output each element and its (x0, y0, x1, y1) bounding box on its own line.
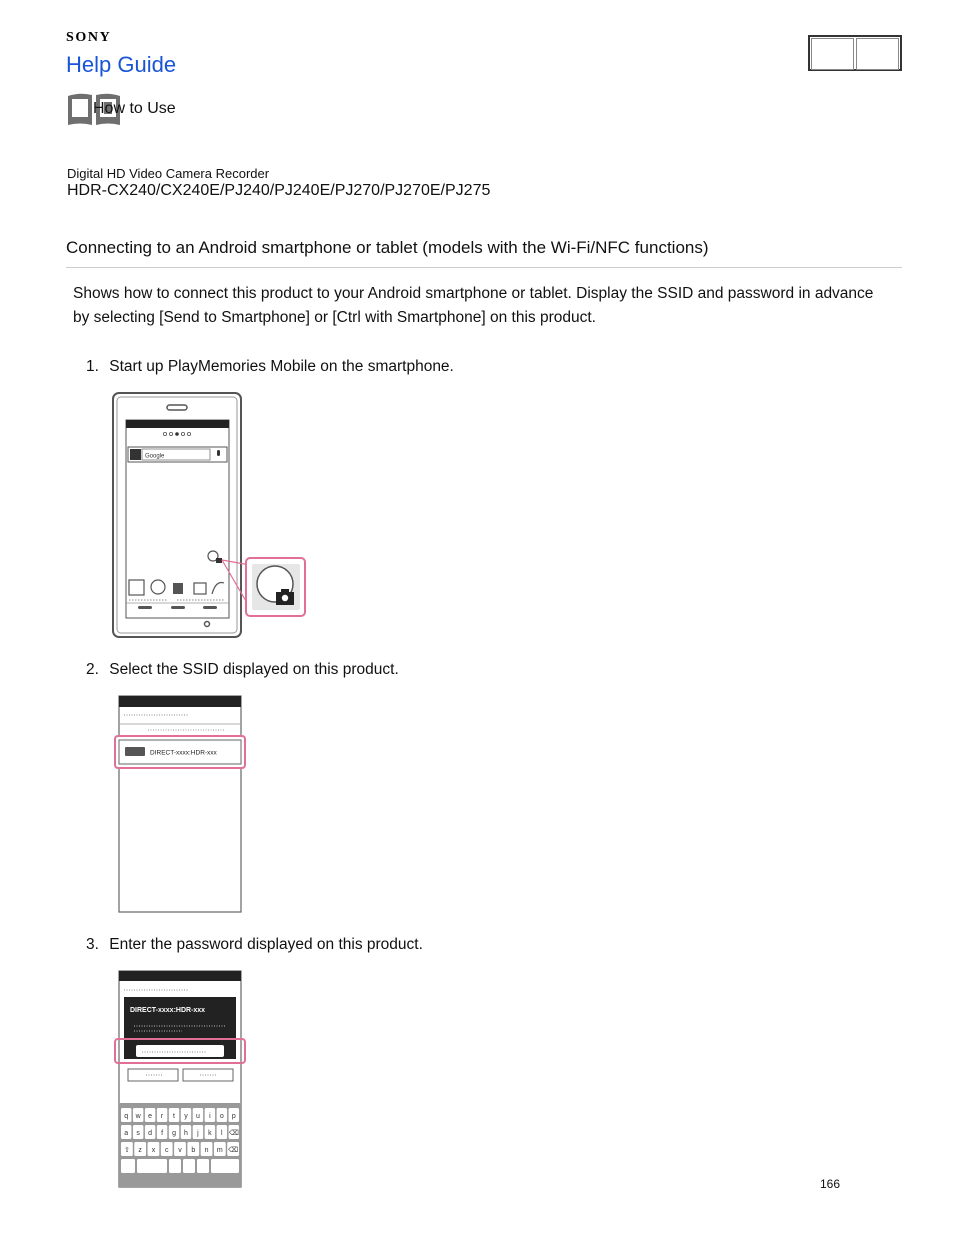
keyboard-key-label: p (231, 1113, 236, 1120)
keyboard-key-label: t (173, 1113, 176, 1120)
keyboard-key-label: q (124, 1113, 129, 1120)
keyboard-key (211, 1159, 239, 1173)
keyboard-key-label: ⌫ (228, 1147, 239, 1154)
device-line: Digital HD Video Camera Recorder (67, 166, 270, 181)
section-label[interactable]: How to Use (93, 100, 176, 117)
keyboard-key-label: c (164, 1147, 169, 1154)
keyboard-key-label: r (160, 1113, 164, 1120)
keyboard-key-label: g (172, 1130, 176, 1137)
keyboard-key (183, 1159, 195, 1173)
step-1 (86, 358, 454, 376)
step-text: Enter the password displayed on this product. (109, 936, 423, 953)
dialog-ssid-label: DIRECT-xxxx:HDR-xxx (130, 1007, 206, 1014)
smartphone-home-illustration (110, 390, 310, 640)
keyboard-key-label: b (191, 1147, 196, 1154)
step-number: 1. (86, 358, 99, 375)
keyboard-key-label: j (197, 1130, 199, 1137)
keyboard-key (169, 1159, 181, 1173)
keyboard-key-label: z (138, 1147, 142, 1154)
keyboard-key-label: u (195, 1113, 200, 1120)
password-entry-illustration (110, 967, 250, 1191)
keyboard-key-label: i (209, 1113, 211, 1120)
step-number: 3. (86, 936, 99, 953)
prev-page-button[interactable] (811, 38, 854, 70)
sony-logo[interactable]: SONY (66, 30, 112, 45)
keyboard-key (121, 1159, 135, 1173)
ssid-item-label: DIRECT-xxxx:HDR-xxx (150, 749, 217, 757)
keyboard-key-label: s (136, 1130, 140, 1137)
step-3 (86, 936, 423, 954)
page-number: 166 (820, 1177, 841, 1191)
keyboard-key-label: a (124, 1130, 129, 1137)
keyboard-key-label: y (184, 1113, 188, 1120)
page-title: Connecting to an Android smartphone or tablet (models with the Wi-Fi/NFC functions) (66, 238, 709, 257)
keyboard-key-label: x (151, 1147, 156, 1154)
keyboard-key-label: n (204, 1147, 209, 1154)
wifi-list-illustration (110, 692, 250, 916)
keyboard-key-label: ⇧ (123, 1147, 130, 1154)
title-divider (66, 267, 902, 268)
keyboard-key-label: w (135, 1113, 141, 1120)
keyboard-key-label: o (219, 1113, 224, 1120)
keyboard-key-label: f (161, 1130, 164, 1137)
keyboard-key-label: e (148, 1113, 153, 1120)
keyboard-key-label: h (184, 1130, 188, 1137)
keyboard-key-label: m (216, 1147, 223, 1154)
intro-text: Shows how to connect this product to your Android smartphone or tablet. Display the SSID and password in advance by selecting [Send to Smartphone] or [Ctrl with Smartphone] on this product. (73, 285, 874, 326)
page-nav-buttons (808, 35, 902, 71)
keyboard-key-label: d (148, 1130, 153, 1137)
help-guide-title[interactable]: Help Guide (66, 52, 177, 77)
step-text: Start up PlayMemories Mobile on the smartphone. (109, 358, 454, 375)
keyboard-key (137, 1159, 167, 1173)
step-number: 2. (86, 661, 99, 678)
keyboard-key-label: ⌫ (228, 1130, 239, 1137)
keyboard-key-label: k (208, 1130, 212, 1137)
next-page-button[interactable] (856, 38, 899, 70)
step-text: Select the SSID displayed on this product. (109, 661, 399, 678)
keyboard-key (197, 1159, 209, 1173)
search-bar-label: Google (145, 453, 165, 460)
step-2 (86, 661, 399, 679)
model-list: HDR-CX240/CX240E/PJ240/PJ240E/PJ270/PJ270E/PJ275 (67, 182, 491, 199)
keyboard-key-label: v (178, 1147, 182, 1154)
keyboard-key-label: l (221, 1130, 223, 1137)
